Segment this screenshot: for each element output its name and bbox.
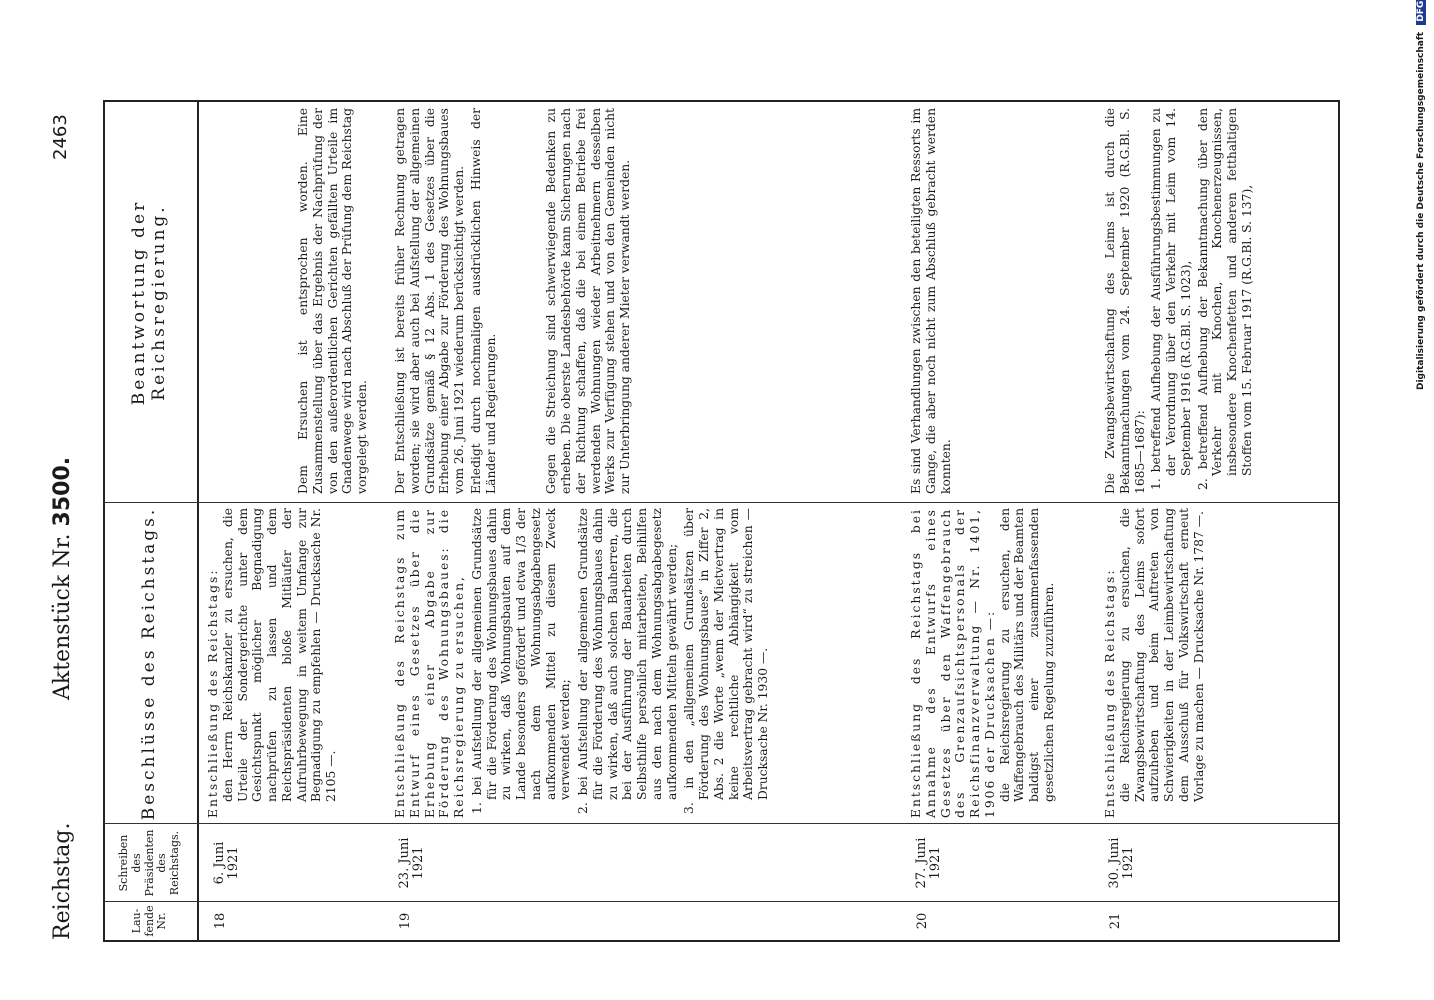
beschluss-item: 2. bei Aufstellung der allgemeinen Grundsätze für die Förderung des Wohnungsbaues dahin zu wirken, daß auch solchen Bauherren, die bei der Ausführung der Bauarbeiten durch Selbsthilfe persönlich mitarbeiten, Beihilfen aus den nach dem Wohnungsabgabegesetz aufkommenden Mitteln gewährt werden;	[576, 508, 679, 814]
col-header-schreiben: Schreiben des Präsidenten des Reichstags.	[117, 829, 181, 897]
row-date: 6. Juni 1921	[212, 841, 242, 885]
row-beschluss	[909, 508, 1057, 818]
antwort-paragraph: Es sind Verhandlungen zwischen den beteiligten Ressorts im Gange, die aber noch nicht zum Abschluß gebracht werden konnten.	[909, 108, 953, 494]
col-header-beantwortung: Beantwortung der Reichsregierung.	[129, 199, 169, 406]
row-beschluss	[206, 508, 339, 818]
header-center	[50, 457, 90, 700]
digitization-note	[1416, 0, 1434, 390]
row-antwort	[393, 108, 633, 494]
row-beschluss	[393, 508, 771, 818]
dfg-logo: DFG	[1416, 0, 1426, 25]
digitization-note-text: Digitalisierung gefördert durch die Deutsche Forschungsgemeinschaft	[1416, 31, 1426, 390]
beschluss-text: die Reichsregierung zu ersuchen, die Zwangsbewirtschaftung des Leims sofort aufzuheben und beim Auftreten von Schwierigkeiten in der Leimbewirtschaftung dem Ausschuß für Volkswirtschaft erneut Vorlage zu machen — Drucksache Nr. 1787 —.	[1117, 508, 1206, 802]
beschluss-item: 3. in den „allgemeinen Grundsätzen über Förderung des Wohnungsbaues“ in Ziffer 2, Abs. 2 die Worte „wenn der Mietvertrag in keine rechtliche Abhängigkeit vom Arbeitsvertrag gebracht wird“ zu streichen — Drucksache Nr. 1930 —.	[682, 508, 770, 814]
antwort-paragraph: Dem Ersuchen ist entsprochen worden. Eine Zusammenstellung über das Ergebnis der Nachprüfung der von den außerordentlichen Gerichten gefällten Urteile im Gnadenwege wird nach Abschluß der Prüfung dem Reichstag vorgelegt werden.	[296, 108, 369, 494]
beschluss-item: 1. bei Aufstellung der allgemeinen Grundsätze für die Förderung des Wohnungsbaues dahin zu wirken, daß Wohnungsbauten auf dem Lande besonders gefördert und etwa 1/3 der nach dem Wohnungsabgabengesetz aufkommenden Mittel zu diesem Zweck verwendet werden;	[469, 508, 573, 814]
document-page	[0, 100, 1434, 1000]
beschluss-text: die Reichsregierung zu ersuchen, den Waffengebrauch des Militärs und der Beamten baldigst einer zusammenfassenden gesetzlichen Regelung zuzuführen.	[997, 508, 1056, 802]
col-header-lfd-nr: Lau- fende Nr.	[130, 905, 169, 937]
row-beschluss	[1103, 508, 1206, 818]
row-antwort	[296, 108, 370, 494]
page-number: 2463	[50, 114, 71, 160]
antwort-paragraph: Gegen die Streichung sind schwerwiegende Bedenken zu erheben. Die oberste Landesbehörde kann Sicherungen nach der Richtung schaffen, daß die bei einem Betriebe frei werdenden Wohnungen wieder Arbeitnehmern desselben Werks zur Verfügung stehen und von den Gemeinden nicht zur Unterbringung anderer Mieter verwandt werden.	[544, 108, 632, 494]
row-date: 27. Juni 1921	[914, 837, 944, 889]
antwort-paragraph: Der Entschließung ist bereits früher Rechnung getragen worden; sie wird aber auch bei Aufstellung der allgemeinen Grundsätze gemäß § 12 Abs. 1 des Gesetzes über die Erhebung einer Abgabe zur Förderung des Wohnungsbaues vom 26. Juni 1921 wiederum berücksichtigt werden.	[393, 108, 466, 494]
beschluss-intro: Entschließung des Reichstags:	[1103, 568, 1117, 818]
row-antwort	[909, 108, 953, 494]
beschluss-intro: Entschließung des Reichstags:	[206, 568, 220, 818]
antwort-item: 1. betreffend Aufhebung der Ausführungsbestimmungen zu der Verordnung über den Verkehr mit Leim vom 14. September 1916 (R.G.Bl. S. 1023),	[1149, 108, 1193, 490]
row-number: 20	[915, 912, 930, 930]
row-number: 18	[213, 912, 228, 930]
antwort-paragraph: Die Zwangsbewirtschaftung des Leims ist durch die Bekanntmachungen vom 24. September 1920 (R.G.Bl. S. 1685—1687):	[1103, 108, 1147, 494]
beschluss-intro: Entschließung des Reichstags zum Entwurf eines Gesetzes über die Erhebung einer Abgabe zur Förderung des Wohnungsbaues: die Reichsregierung zu ersuchen,	[393, 508, 466, 818]
header-center-prefix: Aktenstück Nr.	[50, 533, 75, 700]
beschluss-text: den Herrn Reichskanzler zu ersuchen, die Urteile der Sondergerichte unter dem Gesichtspunkt möglicher Begnadigung nachprüfen zu lassen und dem Reichspräsidenten bloße Mitläufer der Aufruhrbewegung in weitem Umfange zur Begnadigung zu empfehlen — Drucksache Nr. 2105 —.	[220, 508, 338, 802]
header-center-number: 3500.	[50, 456, 75, 527]
antwort-paragraph: Erledigt durch nochmaligen ausdrücklichen Hinweis der Länder und Regierungen.	[468, 108, 498, 494]
row-antwort	[1103, 108, 1255, 494]
antwort-item: 2. betreffend Aufhebung der Bekanntmachung über den Verkehr mit Knochen, Knochenerzeugnissen, insbesondere Knochenfetten und anderen fetthaltigen Stoffen vom 15. Februar 1917 (R.G.Bl. S. 137),	[1195, 108, 1254, 490]
header-left: Reichstag.	[50, 822, 75, 940]
row-date: 30. Juni 1921	[1107, 837, 1137, 889]
document-table	[103, 100, 1340, 942]
row-number: 21	[1108, 912, 1123, 930]
beschluss-intro: Entschließung des Reichstags bei Annahme des Entwurfs eines Gesetzes über den Waffengebrauch des Grenzaufsichtspersonals der Reichsfinanzverwaltung — Nr. 1401, 1906 der Drucksachen —:	[909, 508, 997, 818]
row-number: 19	[398, 912, 413, 930]
row-date: 23. Juni 1921	[397, 837, 427, 889]
col-header-beschluesse: Beschlüsse des Reichstags.	[139, 506, 160, 821]
